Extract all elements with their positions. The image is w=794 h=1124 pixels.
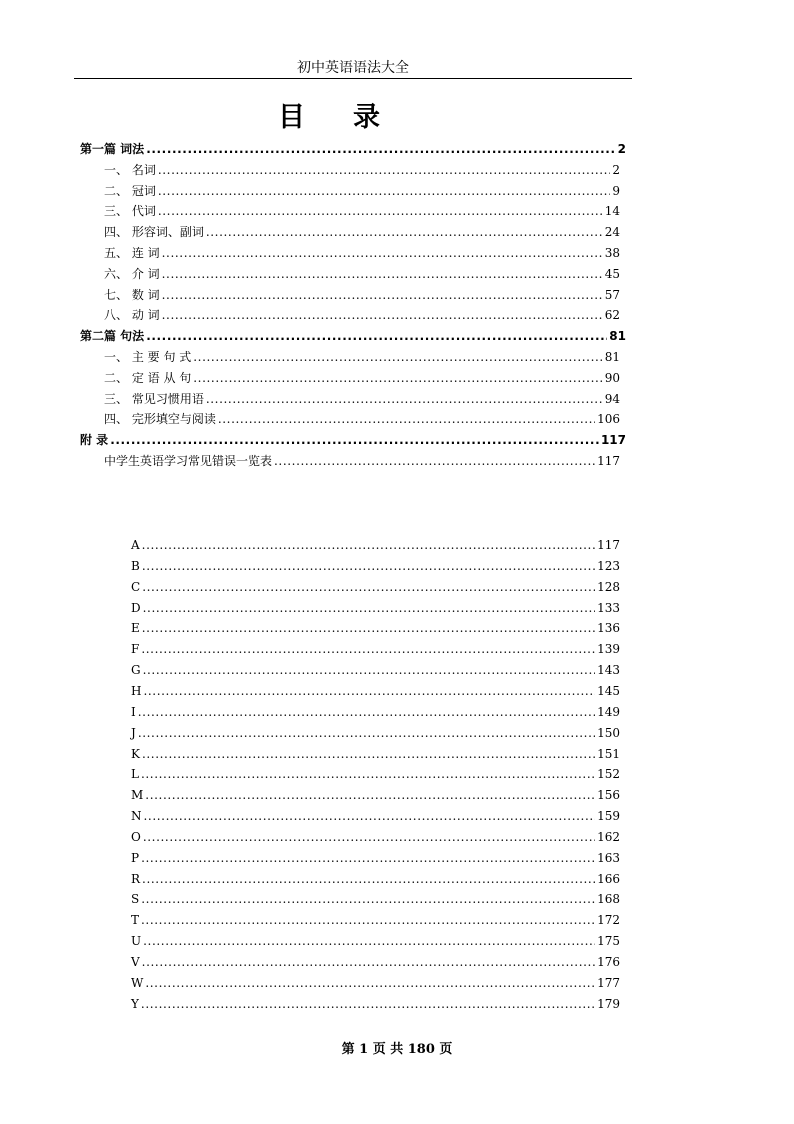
toc-entry-label: 七、 数 词	[104, 287, 160, 302]
dot-leader	[162, 264, 603, 284]
dot-leader	[142, 869, 595, 889]
dot-leader	[141, 848, 595, 868]
toc-entry[interactable]	[131, 556, 620, 576]
toc-entry[interactable]	[80, 326, 626, 346]
toc-entry[interactable]	[80, 430, 626, 450]
toc-entry-page-number: 163	[597, 850, 620, 865]
toc-entry-page-number: 128	[597, 579, 620, 594]
dot-leader	[206, 389, 603, 409]
toc-entry[interactable]	[131, 577, 620, 597]
toc-entry-label: M	[131, 788, 144, 803]
dot-leader	[162, 285, 603, 305]
toc-entry[interactable]	[131, 618, 620, 638]
toc-entry[interactable]	[104, 243, 620, 263]
toc-entry-page-number: 166	[597, 871, 620, 886]
toc-entry-page-number: 139	[597, 642, 620, 657]
toc-entry[interactable]	[131, 660, 620, 680]
toc-entry-page-number: 24	[604, 225, 620, 240]
toc-entry-page-number: 151	[597, 746, 620, 761]
toc-entry[interactable]	[131, 764, 620, 784]
toc-entry-label: 附 录	[80, 433, 109, 448]
toc-entry-label: C	[131, 579, 141, 594]
toc-entry[interactable]	[80, 139, 626, 159]
toc-entry-label: O	[131, 829, 141, 844]
toc-entry-page-number: 175	[597, 934, 620, 949]
dot-leader	[193, 368, 602, 388]
toc-entry-page-number: 176	[597, 955, 620, 969]
dot-leader	[143, 598, 595, 618]
dot-leader	[206, 222, 603, 242]
toc-entry-page-number: 179	[597, 996, 620, 1011]
dot-leader	[144, 806, 596, 826]
toc-entry-page-number: 145	[597, 683, 620, 698]
toc-entry-label: S	[131, 892, 140, 907]
toc-entry-label: T	[131, 913, 140, 928]
dot-leader	[143, 827, 595, 847]
toc-entry[interactable]	[131, 723, 620, 743]
toc-entry-label: Y	[131, 996, 139, 1011]
dot-leader	[162, 305, 603, 325]
toc-entry-page-number: 143	[597, 663, 620, 678]
toc-entry-label: K	[131, 746, 140, 761]
toc-entry-label: 三、 常见习惯用语	[104, 391, 204, 406]
dot-leader	[146, 326, 607, 346]
toc-entry[interactable]	[131, 869, 620, 889]
toc-entry[interactable]	[131, 994, 620, 1014]
dot-leader	[110, 430, 599, 450]
toc-entry[interactable]	[104, 389, 620, 409]
toc-entry-label: 五、 连 词	[104, 246, 160, 260]
toc-entry-label: 二、 定 语 从 句	[104, 370, 192, 385]
dot-leader	[142, 618, 595, 638]
toc-entry[interactable]	[131, 848, 620, 868]
dot-leader	[158, 201, 603, 221]
dot-leader	[143, 681, 595, 701]
toc-entry[interactable]	[131, 702, 620, 722]
toc-entry-page-number: 62	[604, 308, 620, 323]
toc-entry-label: 第一篇 词法	[80, 142, 145, 156]
toc-entry-label: G	[131, 663, 141, 678]
toc-entry-page-number: 152	[597, 767, 620, 782]
toc-entry-label: N	[131, 809, 142, 824]
toc-entry-label: L	[131, 767, 139, 782]
toc-entry[interactable]	[131, 910, 620, 930]
toc-entry-label: R	[131, 871, 141, 886]
dot-leader	[158, 181, 611, 201]
toc-entry-page-number: 123	[597, 558, 620, 573]
dot-leader	[142, 744, 595, 764]
toc-entry-label: V	[131, 955, 140, 969]
toc-entry-page-number: 159	[597, 809, 620, 824]
toc-entry-page-number: 136	[597, 621, 620, 636]
toc-entry-label: J	[131, 725, 136, 740]
dot-leader	[142, 577, 595, 597]
dot-leader	[145, 973, 595, 993]
toc-entry[interactable]	[104, 285, 620, 305]
dot-leader	[142, 535, 595, 555]
toc-entry-page-number: 168	[597, 892, 620, 907]
dot-leader	[142, 556, 595, 576]
header-rule	[74, 78, 632, 79]
toc-entry[interactable]	[104, 305, 620, 325]
toc-entry-page-number: 156	[597, 788, 620, 803]
toc-entry-page-number: 162	[597, 829, 620, 844]
toc-entry-page-number: 81	[604, 350, 620, 364]
toc-entry-label: 八、 动 词	[104, 308, 160, 323]
dot-leader	[162, 243, 603, 263]
toc-entry-page-number: 172	[597, 913, 620, 928]
toc-entry-label: D	[131, 600, 141, 615]
toc-entry-label: 二、 冠词	[104, 183, 156, 198]
toc-entry-label: U	[131, 934, 142, 949]
toc-entry-label: 三、 代词	[104, 204, 156, 219]
dot-leader	[141, 889, 595, 909]
toc-entry-page-number: 94	[604, 391, 620, 406]
toc-entry-label: I	[131, 704, 136, 719]
toc-entry-label: H	[131, 683, 142, 698]
toc-entry-page-number: 38	[604, 246, 620, 260]
toc-entry-page-number: 177	[597, 975, 620, 990]
toc-entry-page-number: 2	[612, 162, 620, 177]
toc-entry[interactable]	[104, 347, 620, 367]
dot-leader	[141, 764, 595, 784]
toc-entry-label: E	[131, 621, 140, 636]
toc-entry-label: W	[131, 975, 144, 990]
toc-entry-page-number: 117	[597, 454, 620, 468]
toc-entry[interactable]	[131, 806, 620, 826]
toc-entry-page-number: 133	[597, 600, 620, 615]
toc-entry[interactable]	[131, 889, 620, 909]
toc-entry-page-number: 14	[604, 204, 620, 219]
toc-entry-label: A	[131, 538, 140, 552]
toc-entry-page-number: 2	[617, 142, 626, 156]
toc-entry[interactable]	[104, 222, 620, 242]
dot-leader	[141, 994, 595, 1014]
toc-entry-page-number: 57	[604, 287, 620, 302]
toc-entry-page-number: 90	[604, 370, 620, 385]
dot-leader	[145, 785, 595, 805]
toc-entry[interactable]	[131, 639, 620, 659]
toc-entry[interactable]	[131, 535, 620, 555]
toc-entry-label: 第二篇 句法	[80, 329, 145, 344]
toc-entry[interactable]	[131, 931, 620, 951]
toc-entry[interactable]	[104, 368, 620, 388]
toc-entry-label: 中学生英语学习常见错误一览表	[104, 454, 273, 468]
toc-entry-page-number: 117	[600, 433, 626, 448]
dot-leader	[158, 160, 611, 180]
toc-entry[interactable]	[131, 744, 620, 764]
toc-entry-label: 四、 完形填空与阅读	[104, 412, 216, 427]
toc-entry-label: P	[131, 850, 140, 865]
dot-leader	[143, 931, 595, 951]
page-title: 目录	[278, 102, 428, 133]
toc-entry-page-number: 9	[612, 183, 620, 198]
page-footer: 第 1 页 共 180 页	[341, 1042, 453, 1057]
toc-entry-page-number: 106	[597, 412, 620, 427]
toc-entry-page-number: 81	[609, 329, 626, 344]
toc-entry[interactable]	[131, 827, 620, 847]
toc-entry-label: 六、 介 词	[104, 266, 160, 281]
dot-leader	[146, 139, 615, 159]
toc-entry-label: B	[131, 558, 140, 573]
dot-leader	[274, 451, 595, 471]
dot-leader	[138, 702, 595, 722]
toc-entry-label: 四、 形容词、副词	[104, 225, 204, 240]
toc-entry[interactable]	[131, 973, 620, 993]
toc-entry-page-number: 150	[597, 725, 620, 740]
toc-entry[interactable]	[131, 785, 620, 805]
dot-leader	[141, 910, 595, 930]
toc-entry[interactable]	[104, 264, 620, 284]
running-header: 初中英语语法大全	[297, 60, 409, 76]
toc-entry[interactable]	[104, 181, 620, 201]
dot-leader	[138, 723, 595, 743]
dot-leader	[218, 409, 595, 429]
toc-entry[interactable]	[131, 598, 620, 618]
toc-entry-page-number: 117	[597, 538, 620, 552]
toc-entry[interactable]	[104, 451, 620, 471]
toc-entry-page-number: 149	[597, 704, 620, 719]
dot-leader	[193, 347, 602, 367]
toc-entry[interactable]	[131, 681, 620, 701]
toc-entry[interactable]	[131, 952, 620, 972]
toc-entry-label: 一、 主 要 句 式	[104, 350, 192, 364]
toc-entry[interactable]	[104, 409, 620, 429]
toc-entry[interactable]	[104, 201, 620, 221]
dot-leader	[141, 639, 595, 659]
toc-entry-page-number: 45	[604, 266, 620, 281]
toc-entry[interactable]	[104, 160, 620, 180]
toc-entry-label: 一、 名词	[104, 162, 156, 177]
dot-leader	[142, 952, 595, 972]
toc-entry-label: F	[131, 642, 140, 657]
dot-leader	[143, 660, 596, 680]
